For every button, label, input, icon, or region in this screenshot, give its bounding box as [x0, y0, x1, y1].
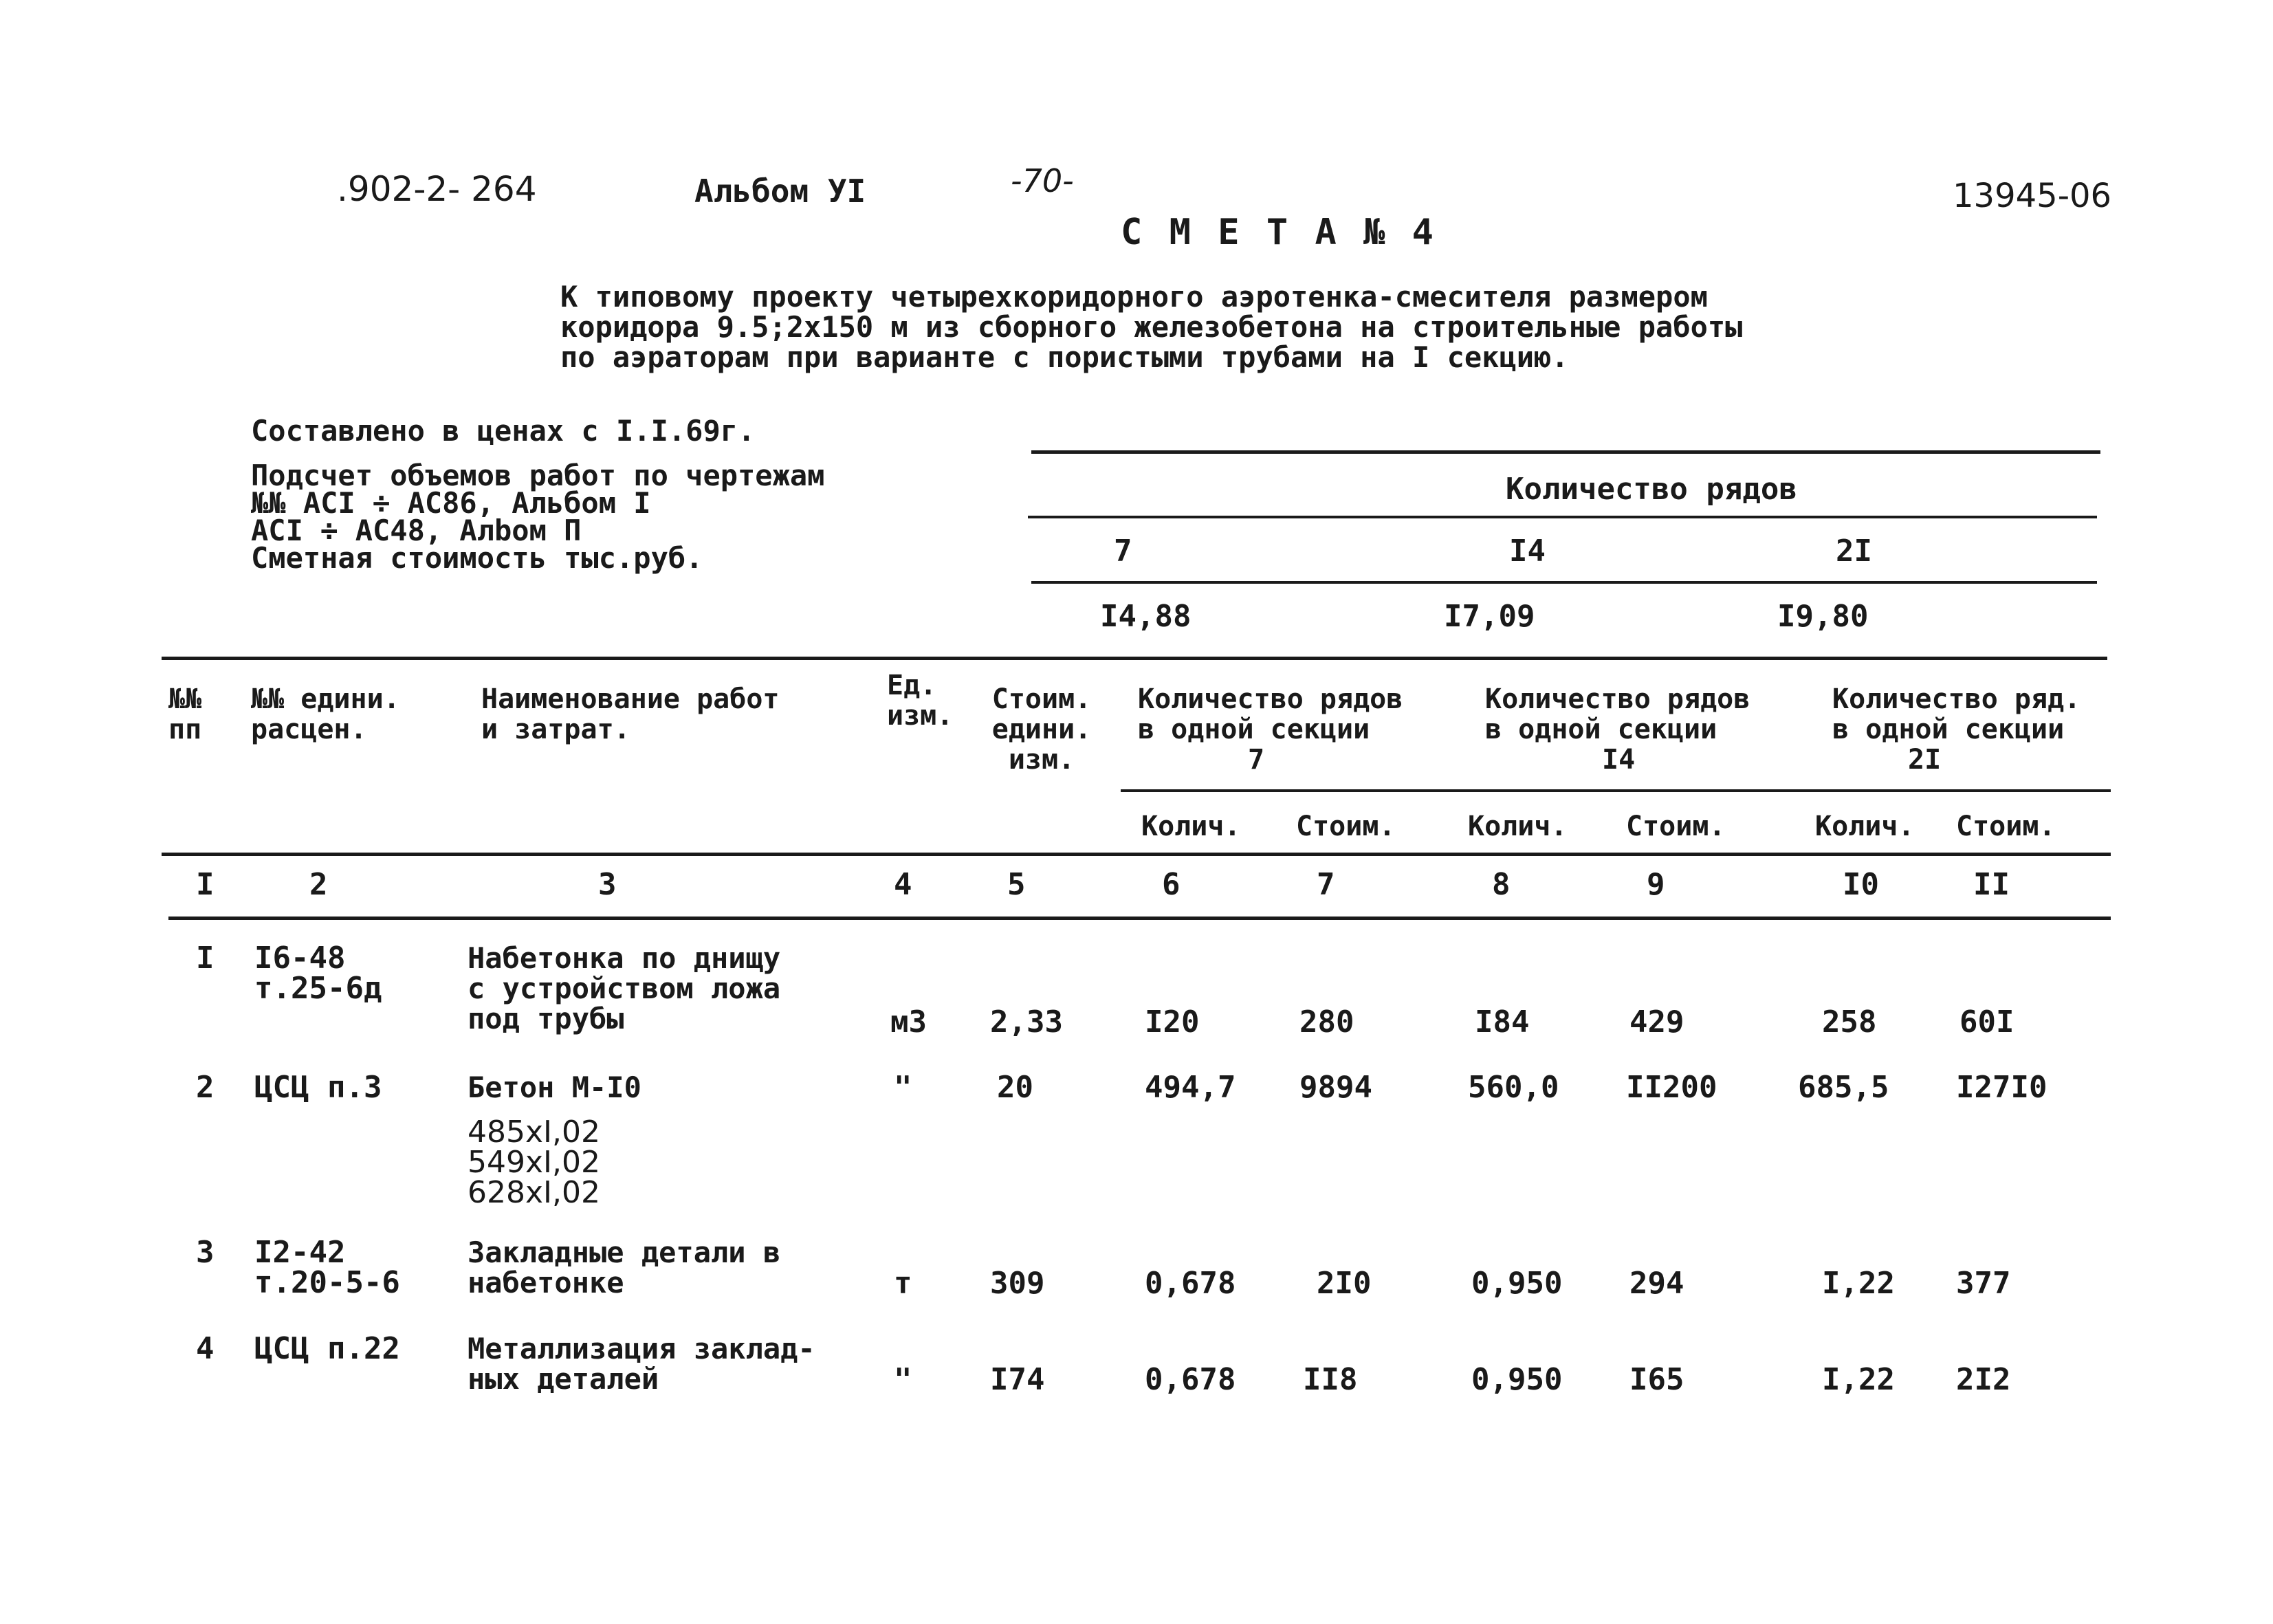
table-top-rule: [162, 657, 2107, 660]
row-cost-21: I27I0: [1956, 1070, 2047, 1105]
row-code: ЦСЦ п.3: [254, 1070, 382, 1105]
subheader-qty-14: Колич.: [1468, 811, 1568, 842]
row-unit-price: 20: [997, 1070, 1033, 1105]
column-number: 3: [598, 867, 617, 902]
row-num: 2: [196, 1070, 215, 1105]
row-cost-14: II200: [1626, 1070, 1717, 1105]
row-cost-14: 429: [1629, 1005, 1684, 1040]
calc-line: №№ ACI ÷ AC86, Альбом I: [251, 486, 651, 520]
row-unit: ": [894, 1070, 912, 1105]
row-cost-21: 60I: [1959, 1005, 2014, 1040]
archive-number: 13945-06: [1953, 177, 2112, 215]
summary-title: Количество рядов: [1506, 472, 1797, 507]
row-unit: т: [894, 1266, 912, 1301]
header-bottom-rule: [162, 853, 2111, 856]
subheader-cost-7: Стоим.: [1296, 811, 1396, 842]
row-qty-21: 258: [1822, 1005, 1877, 1040]
subheader-cost-21: Стоим.: [1956, 811, 2056, 842]
row-num: I: [196, 941, 215, 976]
calc-line: Подсчет объемов работ по чертежам: [251, 459, 825, 492]
row-cost-14: 294: [1629, 1266, 1684, 1301]
row-cost-7: 280: [1299, 1005, 1354, 1040]
row-name: Закладные детали в набетонке: [468, 1236, 781, 1299]
column-number: 5: [1007, 867, 1026, 902]
row-calculation-notes: 485хI,02 549хI,02 628хI,02: [468, 1115, 600, 1210]
row-unit: ": [894, 1362, 912, 1397]
subtitle-line: К типовому проекту четырехкоридорного аэротенка-смесителя размером: [560, 280, 1708, 314]
row-name: Бетон М-I0: [468, 1071, 641, 1104]
row-cost-14: I65: [1629, 1362, 1684, 1397]
row-unit-price: 2,33: [990, 1005, 1063, 1040]
header-unit-price: Стоим. едини. изм.: [991, 683, 1092, 776]
row-cost-21: 377: [1956, 1266, 2011, 1301]
summary-value-21: I9,80: [1777, 599, 1869, 634]
row-name: Металлизация заклад- ных деталей: [468, 1332, 815, 1396]
row-unit-price: I74: [990, 1362, 1045, 1397]
row-cost-21: 2I2: [1956, 1362, 2011, 1397]
header-code: №№ едини. расцен.: [251, 683, 400, 745]
subtitle: [560, 282, 1742, 373]
row-code: I2-42 т.20-5-6: [254, 1235, 400, 1300]
row-code: ЦСЦ п.22: [254, 1331, 400, 1366]
header-num: №№ пп: [168, 683, 202, 745]
summary-value-7: I4,88: [1100, 599, 1192, 634]
row-qty-7: 0,678: [1145, 1362, 1236, 1397]
row-cost-7: 2I0: [1317, 1266, 1372, 1301]
column-number: II: [1973, 867, 2010, 902]
page-number: -70-: [1011, 162, 1074, 199]
row-qty-14: 560,0: [1468, 1070, 1559, 1105]
row-qty-14: 0,950: [1471, 1362, 1563, 1397]
row-cost-7: II8: [1303, 1362, 1358, 1397]
subtitle-line: по аэраторам при варианте с пористыми трубами на I секцию.: [560, 340, 1569, 374]
summary-col-14: I4: [1509, 534, 1546, 569]
calculation-basis: [251, 459, 825, 575]
row-code: I6-48 т.25-6д: [254, 941, 382, 1006]
document-number: .902-2- 264: [337, 169, 537, 209]
subheader-cost-14: Стоим.: [1626, 811, 1726, 842]
row-qty-21: I,22: [1822, 1362, 1895, 1397]
row-num: 3: [196, 1235, 215, 1270]
header-unit: Ед. изм.: [887, 670, 954, 732]
column-number: 6: [1162, 867, 1181, 902]
header-group-7: Количество рядов в одной секции 7: [1138, 683, 1403, 776]
column-number: 4: [894, 867, 912, 902]
row-num: 4: [196, 1331, 215, 1366]
row-qty-7: 494,7: [1145, 1070, 1236, 1105]
calc-line: ACI ÷ AC48, Алbом П: [251, 514, 582, 547]
column-number-rule: [168, 917, 2111, 920]
row-name: Набетонка по днищу с устройством ложа под трубы: [468, 941, 781, 1035]
summary-value-14: I7,09: [1444, 599, 1535, 634]
subtitle-line: коридора 9.5;2х150 м из сборного железобетона на строительные работы: [560, 310, 1743, 344]
summary-bottom-rule: [1031, 581, 2097, 584]
album-label: Альбом УI: [694, 173, 866, 210]
row-qty-21: I,22: [1822, 1266, 1895, 1301]
summary-col-21: 2I: [1836, 534, 1872, 569]
column-number: 7: [1317, 867, 1335, 902]
summary-mid-rule: [1028, 516, 2097, 518]
row-qty-7: 0,678: [1145, 1266, 1236, 1301]
subheader-qty-7: Колич.: [1141, 811, 1241, 842]
prices-basis: Составлено в ценах с I.I.69г.: [251, 414, 756, 448]
column-number: I0: [1843, 867, 1879, 902]
header-name: Наименование работ и затрат.: [481, 683, 780, 745]
row-qty-21: 685,5: [1798, 1070, 1889, 1105]
column-number: 2: [309, 867, 328, 902]
subheader-qty-21: Колич.: [1815, 811, 1915, 842]
row-qty-7: I20: [1145, 1005, 1200, 1040]
header-group-21: Количество ряд. в одной секции 2I: [1832, 683, 2081, 776]
row-unit: м3: [890, 1005, 927, 1040]
row-qty-14: I84: [1475, 1005, 1530, 1040]
column-number: I: [196, 867, 215, 902]
row-unit-price: 309: [990, 1266, 1045, 1301]
summary-col-7: 7: [1114, 534, 1132, 569]
row-cost-7: 9894: [1299, 1070, 1372, 1105]
header-group-14: Количество рядов в одной секции I4: [1485, 683, 1750, 776]
calc-line: Сметная стоимость тыс.руб.: [251, 541, 703, 575]
column-number: 9: [1647, 867, 1665, 902]
summary-top-rule: [1031, 450, 2100, 454]
subheader-rule: [1121, 789, 2111, 792]
row-qty-14: 0,950: [1471, 1266, 1563, 1301]
column-number: 8: [1492, 867, 1511, 902]
document-title: С М Е Т А № 4: [1121, 212, 1436, 253]
